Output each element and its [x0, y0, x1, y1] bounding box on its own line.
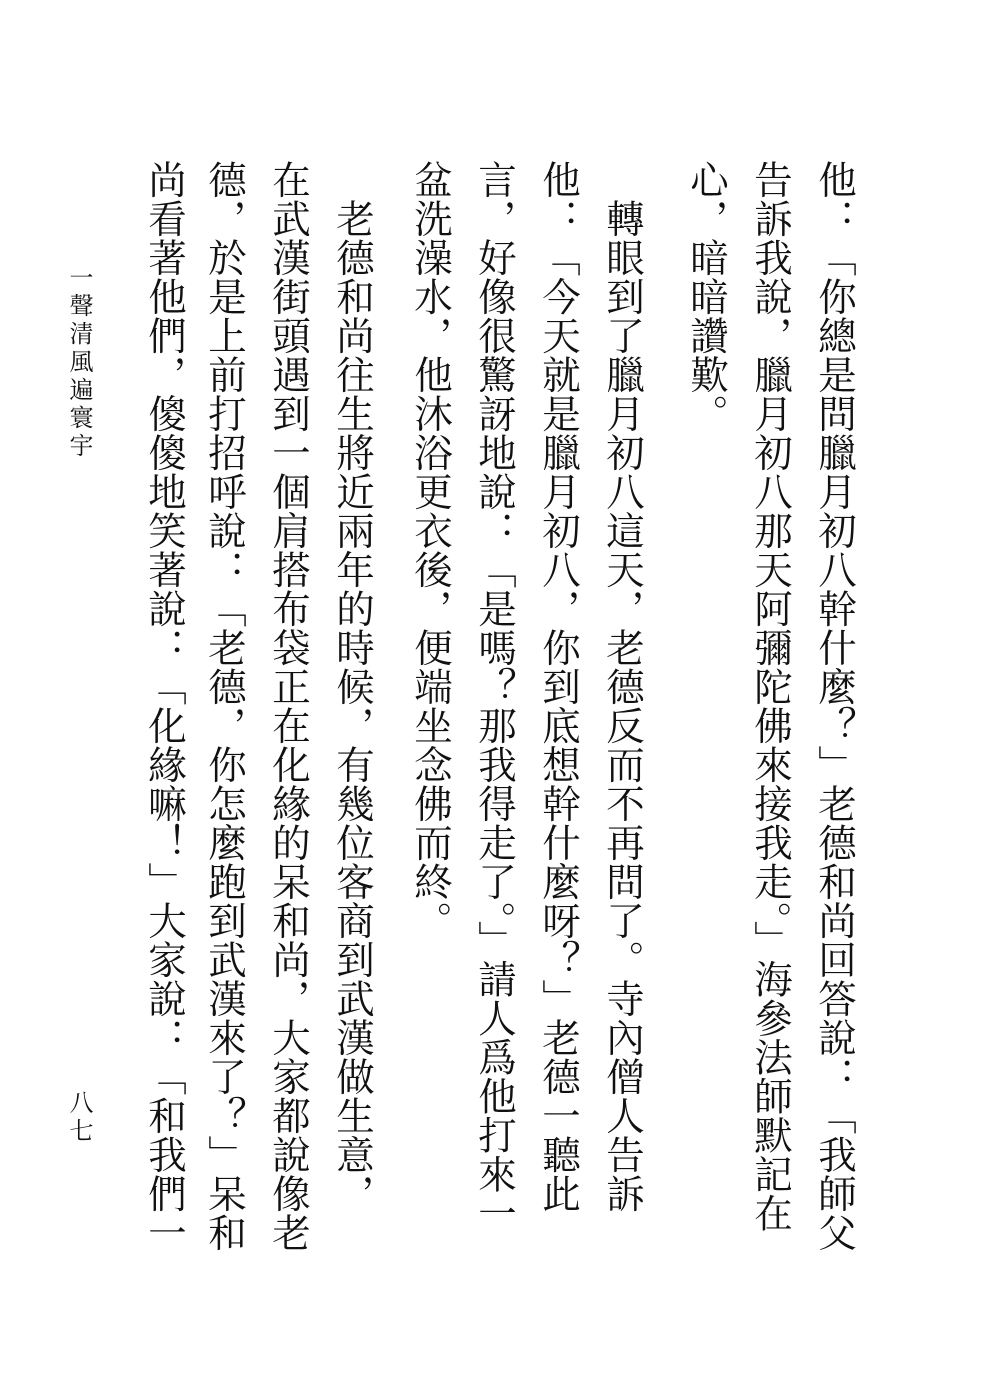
text-column-9: 在武漢街頭遇到一個肩搭布袋正在化緣的呆和尚，大家都說像老 [266, 160, 311, 1252]
running-title: 一聲清風遍寰宇 [65, 265, 93, 461]
text-column-5: 他：「今天就是臘月初八，你到底想幹什麼呀？」老德一聽此 [536, 160, 581, 1213]
page-number: 八七 [65, 1090, 93, 1146]
text-column-11: 尚看著他們，傻傻地笑著說：「化緣嘛！」大家說：「和我們一 [142, 160, 187, 1252]
text-column-4: 轉眼到了臘月初八這天，老德反而不再問了。寺內僧人告訴 [600, 160, 645, 1213]
text-column-10: 德，於是上前打招呼說：「老德，你怎麼跑到武漢來了？」呆和 [202, 160, 247, 1252]
text-column-8: 老德和尚往生將近兩年的時候，有幾位客商到武漢做生意， [330, 160, 375, 1213]
text-column-7: 盆洗澡水，他沐浴更衣後，便端坐念佛而終。 [408, 160, 453, 940]
text-column-6: 言，好像很驚訝地說：「是嗎？那我得走了。」請人爲他打來一 [472, 160, 517, 1233]
text-column-1: 他：「你總是問臘月初八幹什麼？」老德和尚回答說：「我師父 [812, 160, 857, 1252]
text-column-3: 心，暗暗讚歎。 [684, 160, 729, 433]
text-column-2: 告訴我說，臘月初八那天阿彌陀佛來接我走。」海參法師默記在 [748, 160, 793, 1233]
